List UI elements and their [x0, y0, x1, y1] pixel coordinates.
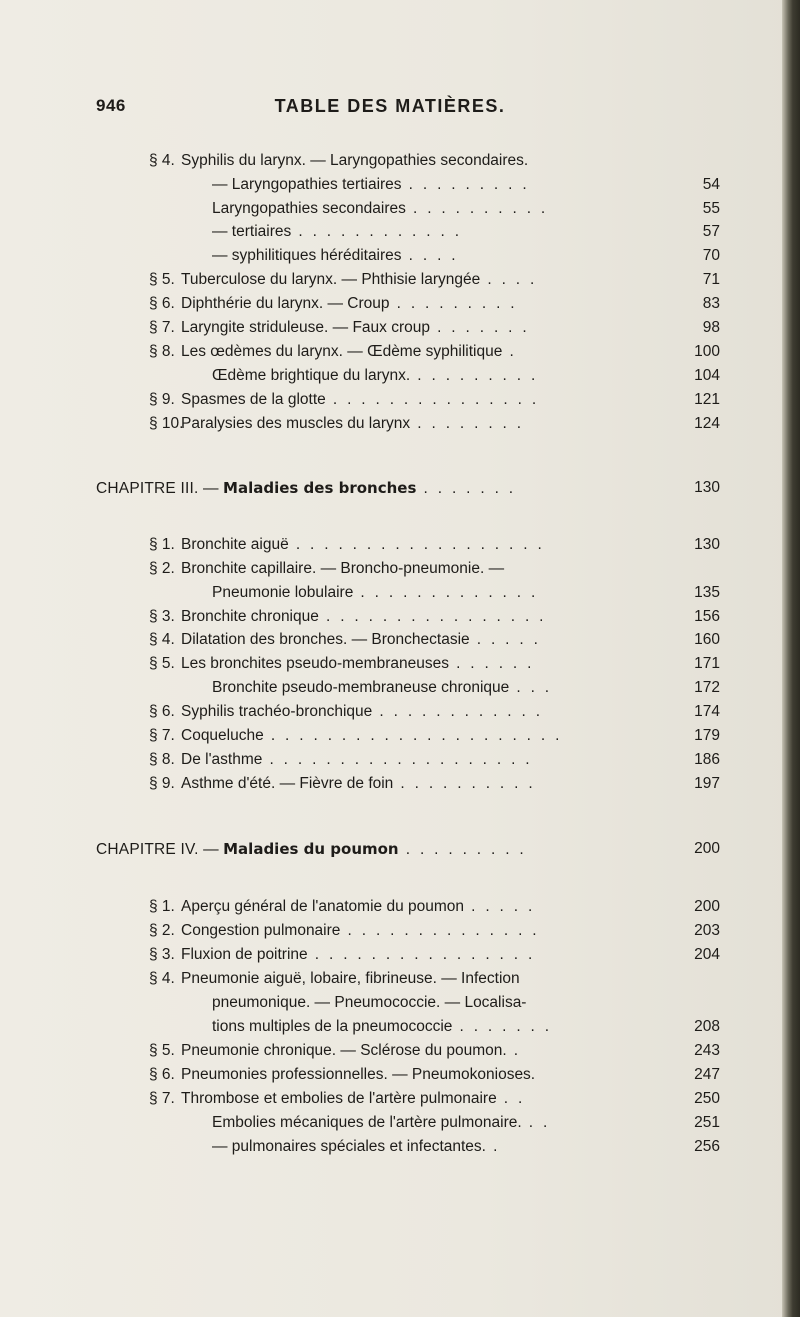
- toc-entry: [0, 1136, 800, 1158]
- dot-leader: . . . . . . .: [429, 319, 530, 336]
- page-header: [96, 96, 684, 124]
- toc-entry: [0, 413, 800, 435]
- dot-leader: . . . . . . .: [416, 480, 516, 497]
- page-reference: 160: [694, 631, 720, 648]
- entry-title: Asthme d'été. — Fièvre de foin: [181, 775, 394, 792]
- entry-title: Thrombose et embolies de l'artère pulmonaire: [181, 1090, 497, 1107]
- dot-leader: . . . . .: [464, 898, 536, 915]
- page-reference: 200: [694, 840, 720, 857]
- dot-leader: . . . . . . . . . . . . . . . . . . . . .: [263, 727, 563, 744]
- entry-text-container: [181, 968, 688, 990]
- section-number: § 5.: [149, 271, 175, 288]
- dot-leader: . . . . . . . . . . . . . . . .: [307, 946, 536, 963]
- toc-entry: [0, 992, 800, 1014]
- section-number: § 5.: [149, 1042, 175, 1059]
- toc-entry: [0, 365, 800, 387]
- entry-text-container: [212, 365, 688, 387]
- entry-title: Laryngopathies secondaires: [212, 200, 406, 217]
- chapter-title: Maladies des bronches: [223, 479, 417, 497]
- page-reference: 174: [694, 703, 720, 720]
- toc-entry: [0, 749, 800, 771]
- entry-text-container: [212, 245, 688, 267]
- dot-leader: . . . . . . . . . . . .: [291, 223, 462, 240]
- page-reference: 104: [694, 367, 720, 384]
- dot-leader: . . . . . . . . . . . .: [372, 703, 543, 720]
- entry-title: Laryngite striduleuse. — Faux croup: [181, 319, 430, 336]
- entry-title: Bronchite pseudo-membraneuse chronique: [212, 679, 510, 696]
- entry-title: Congestion pulmonaire: [181, 922, 341, 939]
- section-number: § 2.: [149, 560, 175, 577]
- entry-title: Aperçu général de l'anatomie du poumon: [181, 898, 465, 915]
- page-reference: 100: [694, 343, 720, 360]
- entry-text-container: [181, 389, 688, 411]
- entry-title: Dilatation des bronches. — Bronchectasie: [181, 631, 470, 648]
- entry-title: Syphilis trachéo-bronchique: [181, 703, 373, 720]
- entry-text-container: [181, 629, 688, 651]
- toc-entry: [0, 701, 800, 723]
- page-number: 946: [96, 96, 126, 115]
- page-reference: 130: [694, 479, 720, 496]
- dot-leader: . . . . . . . . . .: [393, 775, 536, 792]
- entry-title: Les bronchites pseudo-membraneuses: [181, 655, 449, 672]
- page-reference: 57: [702, 223, 720, 240]
- page-reference: 121: [694, 391, 720, 408]
- toc-entry: [0, 1112, 800, 1134]
- entry-title: Pneumonie lobulaire: [212, 584, 354, 601]
- entry-title: Coqueluche: [181, 727, 264, 744]
- section-number: § 6.: [149, 1066, 175, 1083]
- entry-text-container: [181, 558, 688, 580]
- entry-title: — syphilitiques héréditaires: [212, 247, 402, 264]
- entry-text-container: [212, 992, 688, 1014]
- page-reference: 135: [694, 584, 720, 601]
- page-reference: 156: [694, 608, 720, 625]
- page-reference: 256: [694, 1138, 720, 1155]
- entry-title: De l'asthme: [181, 751, 263, 768]
- entry-text-container: [181, 293, 688, 315]
- page-reference: 130: [694, 536, 720, 553]
- section-number: § 3.: [149, 946, 175, 963]
- entry-title: Tuberculose du larynx. — Phthisie laryngée: [181, 271, 481, 288]
- page-reference: 55: [702, 200, 720, 217]
- page-reference: 179: [694, 727, 720, 744]
- toc-entry: [0, 198, 800, 220]
- page-reference: 200: [694, 898, 720, 915]
- entry-text-container: [212, 582, 688, 604]
- toc-entry: [0, 725, 800, 747]
- page-reference: 83: [702, 295, 720, 312]
- toc-entry: [0, 150, 800, 172]
- entry-text-container: [181, 1064, 688, 1086]
- section-number: § 10.: [149, 415, 184, 432]
- toc-entry: [0, 606, 800, 628]
- entry-title: Paralysies des muscles du larynx: [181, 415, 411, 432]
- dot-leader: . . . . . . . . . . . . . . . .: [318, 608, 547, 625]
- chapter-label: CHAPITRE III. —: [96, 480, 219, 497]
- toc-entry: [0, 629, 800, 651]
- toc-entry: [0, 341, 800, 363]
- entry-text-container: [181, 944, 688, 966]
- dot-leader: . . . . . . . . . . . . . . . . . . .: [262, 751, 533, 768]
- page-reference: 98: [702, 319, 720, 336]
- toc-entry: [0, 773, 800, 795]
- page-reference: 172: [694, 679, 720, 696]
- toc-entry: [0, 968, 800, 990]
- toc-entry: [0, 245, 800, 267]
- page-reference: 204: [694, 946, 720, 963]
- dot-leader: . . . . . . . . . . . . . . .: [325, 391, 539, 408]
- page-reference: 243: [694, 1042, 720, 1059]
- section-number: § 9.: [149, 775, 175, 792]
- page-reference: 197: [694, 775, 720, 792]
- entry-text-container: [181, 1040, 688, 1062]
- running-title: TABLE DES MATIÈRES.: [274, 96, 506, 116]
- dot-leader: . . . . . .: [448, 655, 535, 672]
- chapter-title: Maladies du poumon: [223, 840, 399, 858]
- entry-title: Pneumonie aiguë, lobaire, fibrineuse. — Infection: [181, 970, 520, 987]
- chapter-heading: [0, 838, 800, 860]
- page-reference: 208: [694, 1018, 720, 1035]
- dot-leader: .: [502, 343, 517, 360]
- entry-text-container: [181, 653, 688, 675]
- entry-text-container: [212, 221, 688, 243]
- section-number: § 5.: [149, 655, 175, 672]
- entry-title: Diphthérie du larynx. — Croup: [181, 295, 390, 312]
- dot-leader: . . . . . . . . .: [389, 295, 518, 312]
- dot-leader: . .: [521, 1114, 551, 1131]
- entry-title: Embolies mécaniques de l'artère pulmonaire.: [212, 1114, 522, 1131]
- entry-text-container: [181, 1088, 688, 1110]
- entry-text-container: [181, 701, 688, 723]
- section-number: § 7.: [149, 727, 175, 744]
- section-number: § 1.: [149, 898, 175, 915]
- chapter-heading: [0, 477, 800, 499]
- dot-leader: . . . . .: [469, 631, 541, 648]
- dot-leader: . . . . . . . . .: [401, 176, 530, 193]
- entry-title: Fluxion de poitrine: [181, 946, 308, 963]
- section-number: § 6.: [149, 295, 175, 312]
- page-reference: 71: [702, 271, 720, 288]
- dot-leader: .: [506, 1042, 521, 1059]
- entry-text-container: [212, 1136, 688, 1158]
- dot-leader: . . . .: [401, 247, 459, 264]
- entry-text-container: [212, 174, 688, 196]
- entry-text-container: [181, 150, 688, 172]
- entry-title: — Laryngopathies tertiaires: [212, 176, 402, 193]
- page-reference: 124: [694, 415, 720, 432]
- toc-entry: [0, 389, 800, 411]
- toc-entry: [0, 317, 800, 339]
- dot-leader: . . . . . . . . . . . . .: [353, 584, 539, 601]
- entry-text-container: [212, 677, 688, 699]
- section-number: § 4.: [149, 152, 175, 169]
- toc-entry: [0, 944, 800, 966]
- section-number: § 8.: [149, 343, 175, 360]
- dot-leader: . . . . . . . . . .: [405, 200, 549, 217]
- entry-title: Pneumonie chronique. — Sclérose du poumon.: [181, 1042, 507, 1059]
- chapter-label: CHAPITRE IV. —: [96, 841, 219, 858]
- entry-text-container: [181, 317, 688, 339]
- entry-text-container: [181, 725, 688, 747]
- toc-entry: [0, 1016, 800, 1038]
- section-number: § 7.: [149, 1090, 175, 1107]
- dot-leader: . . . . . . . . . . . . . . . . . .: [288, 536, 545, 553]
- entry-title: Bronchite aiguë: [181, 536, 289, 553]
- toc-entry: [0, 534, 800, 556]
- entry-text-container: [181, 920, 688, 942]
- section-number: § 7.: [149, 319, 175, 336]
- toc-entry: [0, 677, 800, 699]
- section-number: § 3.: [149, 608, 175, 625]
- page-reference: 70: [702, 247, 720, 264]
- section-number: § 4.: [149, 631, 175, 648]
- section-number: § 8.: [149, 751, 175, 768]
- page-reference: 171: [694, 655, 720, 672]
- entry-title: pneumonique. — Pneumococcie. — Localisa-: [212, 994, 527, 1011]
- section-number: § 2.: [149, 922, 175, 939]
- entry-text-container: [181, 534, 688, 556]
- section-number: § 9.: [149, 391, 175, 408]
- entry-title: — tertiaires: [212, 223, 292, 240]
- page-reference: 186: [694, 751, 720, 768]
- toc-entry: [0, 174, 800, 196]
- section-number: § 6.: [149, 703, 175, 720]
- entry-title: Spasmes de la glotte: [181, 391, 326, 408]
- entry-text-container: [181, 413, 688, 435]
- section-number: § 1.: [149, 536, 175, 553]
- page-reference: 247: [694, 1066, 720, 1083]
- entry-text-container: [212, 1016, 688, 1038]
- entry-text-container: [181, 749, 688, 771]
- dot-leader: . . . . . . . . .: [410, 367, 539, 384]
- entry-title: Bronchite capillaire. — Broncho-pneumonie. —: [181, 560, 505, 577]
- entry-title: Les œdèmes du larynx. — Œdème syphilitique: [181, 343, 503, 360]
- toc-entry: [0, 1064, 800, 1086]
- dot-leader: . . . . . . . . .: [398, 841, 527, 858]
- entry-text-container: [96, 838, 688, 861]
- entry-text-container: [96, 477, 688, 500]
- toc-entry: [0, 920, 800, 942]
- entry-title: Pneumonies professionnelles. — Pneumokonioses.: [181, 1066, 536, 1083]
- toc-entry: [0, 558, 800, 580]
- toc-entry: [0, 896, 800, 918]
- entry-title: Syphilis du larynx. — Laryngopathies secondaires.: [181, 152, 529, 169]
- dot-leader: . . . . . . . .: [410, 415, 524, 432]
- toc-entry: [0, 1040, 800, 1062]
- toc-entry: [0, 293, 800, 315]
- page-reference: 54: [702, 176, 720, 193]
- toc-entry: [0, 221, 800, 243]
- page-reference: 251: [694, 1114, 720, 1131]
- entry-title: Œdème brightique du larynx.: [212, 367, 411, 384]
- dot-leader: . . . . . . .: [452, 1018, 552, 1035]
- dot-leader: . . .: [509, 679, 552, 696]
- entry-text-container: [181, 606, 688, 628]
- toc-entry: [0, 269, 800, 291]
- entry-text-container: [181, 773, 688, 795]
- entry-text-container: [181, 341, 688, 363]
- entry-text-container: [181, 269, 688, 291]
- section-number: § 4.: [149, 970, 175, 987]
- entry-title: Bronchite chronique: [181, 608, 319, 625]
- entry-title: — pulmonaires spéciales et infectantes.: [212, 1138, 486, 1155]
- dot-leader: .: [485, 1138, 501, 1155]
- page-reference: 250: [694, 1090, 720, 1107]
- page-reference: 203: [694, 922, 720, 939]
- dot-leader: . . . .: [480, 271, 538, 288]
- entry-text-container: [212, 198, 688, 220]
- toc-entry: [0, 1088, 800, 1110]
- dot-leader: . . . . . . . . . . . . . .: [340, 922, 540, 939]
- entry-title: tions multiples de la pneumococcie: [212, 1018, 453, 1035]
- entry-text-container: [212, 1112, 688, 1134]
- toc-entry: [0, 582, 800, 604]
- toc-entry: [0, 653, 800, 675]
- dot-leader: . .: [496, 1090, 526, 1107]
- entry-text-container: [181, 896, 688, 918]
